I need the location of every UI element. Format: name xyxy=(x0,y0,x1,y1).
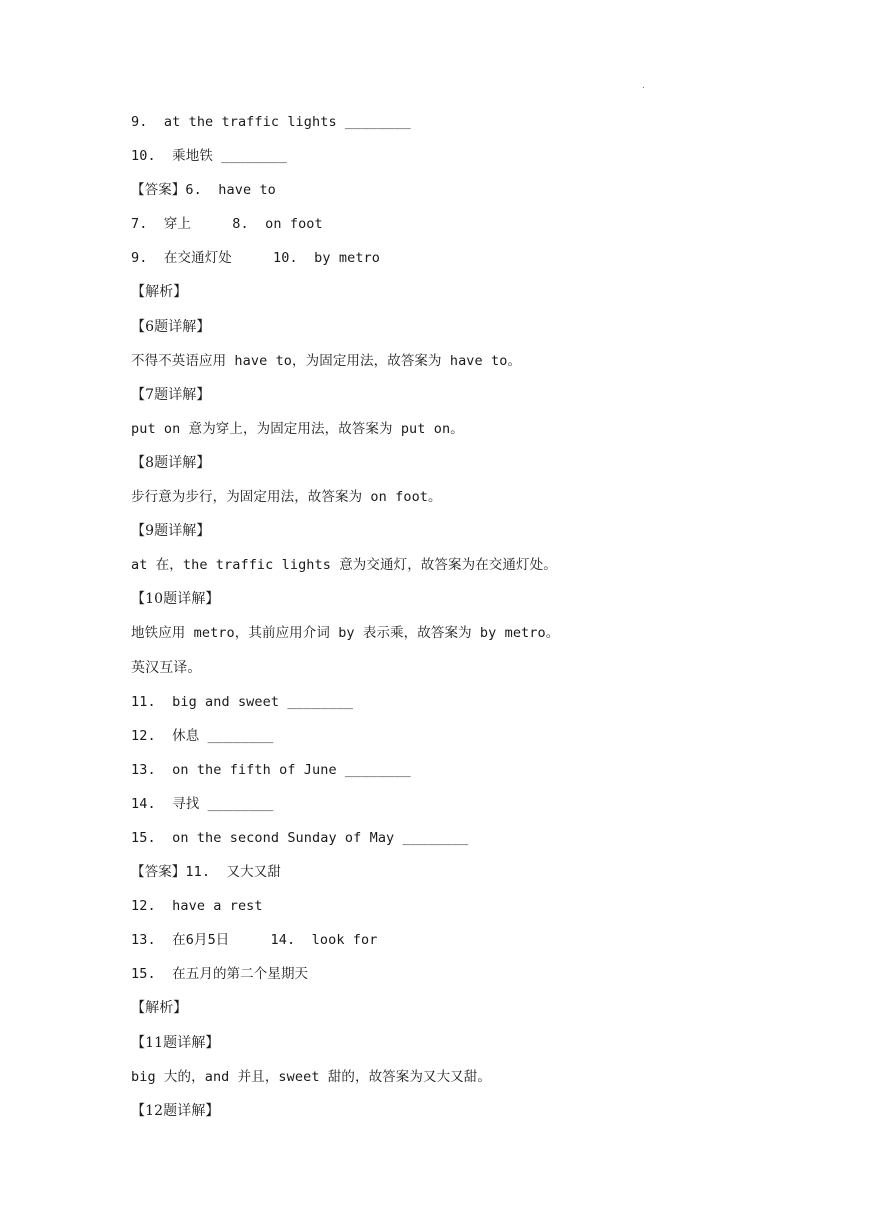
answer-line: 7. 穿上 8. on foot xyxy=(131,216,323,233)
question-12: 12. 休息 ________ xyxy=(131,727,274,744)
question-9: 9. at the traffic lights ________ xyxy=(131,114,411,130)
explanation-paragraph: put on 意为穿上，为固定用法，故答案为 put on。 xyxy=(131,420,464,437)
explanation-paragraph: 步行意为步行，为固定用法，故答案为 on foot。 xyxy=(131,489,442,506)
explanation-paragraph: big 大的，and 并且，sweet 甜的，故答案为又大又甜。 xyxy=(131,1068,491,1085)
detail-heading: 【9题详解】 xyxy=(131,523,211,540)
analysis-heading: 【解析】 xyxy=(131,284,188,301)
explanation-paragraph: 不得不英语应用 have to，为固定用法，故答案为 have to。 xyxy=(131,352,522,369)
section-instruction: 英汉互译。 xyxy=(131,659,202,676)
question-11: 11. big and sweet ________ xyxy=(131,693,354,710)
page-marker: . xyxy=(642,81,645,91)
question-15: 15. on the second Sunday of May ________ xyxy=(131,829,469,846)
answer-line: 【答案】6. have to xyxy=(131,182,276,199)
detail-heading: 【7题详解】 xyxy=(131,386,211,403)
analysis-heading: 【解析】 xyxy=(131,1000,188,1017)
answer-line: 15. 在五月的第二个星期天 xyxy=(131,966,309,983)
question-14: 14. 寻找 ________ xyxy=(131,795,274,812)
detail-heading: 【10题详解】 xyxy=(131,591,220,608)
answer-line: 9. 在交通灯处 10. by metro xyxy=(131,250,381,267)
detail-heading: 【11题详解】 xyxy=(131,1034,220,1051)
question-13: 13. on the fifth of June ________ xyxy=(131,761,411,778)
answer-line: 13. 在6月5日 14. look for xyxy=(131,932,378,949)
explanation-paragraph: at 在，the traffic lights 意为交通灯，故答案为在交通灯处。 xyxy=(131,557,557,574)
explanation-paragraph: 地铁应用 metro，其前应用介词 by 表示乘，故答案为 by metro。 xyxy=(131,625,560,642)
answer-line: 【答案】11. 又大又甜 xyxy=(131,864,281,881)
detail-heading: 【8题详解】 xyxy=(131,454,211,471)
detail-heading: 【6题详解】 xyxy=(131,318,211,335)
answer-line: 12. have a rest xyxy=(131,898,263,915)
document-body xyxy=(131,111,751,1134)
detail-heading: 【12题详解】 xyxy=(131,1102,220,1119)
question-10: 10. 乘地铁 ________ xyxy=(131,148,287,165)
